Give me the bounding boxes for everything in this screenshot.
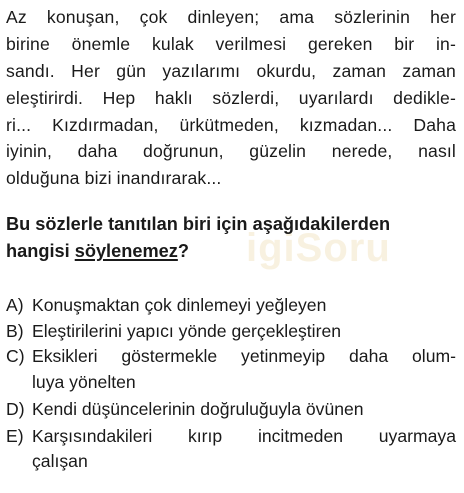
option-text <box>32 344 456 395</box>
option-c[interactable] <box>6 344 456 395</box>
option-text <box>32 319 456 345</box>
option-text-line: Eksikleri göstermekle yetinmeyip daha olum- <box>32 346 456 366</box>
option-text-line: luya yönelten <box>32 371 136 392</box>
option-text-line: Konuşmaktan çok dinlemeyi yeğleyen <box>32 295 327 315</box>
option-d[interactable] <box>6 397 456 423</box>
option-letter: C) <box>6 346 25 366</box>
question-line: Bu sözlerle tanıtılan biri için aşağıdakilerden <box>6 214 391 234</box>
reading-passage <box>6 4 456 192</box>
option-letter: E) <box>6 425 24 446</box>
answer-options <box>6 293 456 475</box>
question-suffix: ? <box>177 241 189 261</box>
passage-line: Az konuşan, çok dinleyen; ama sözlerinin her <box>6 7 456 27</box>
option-letter: A) <box>6 295 24 315</box>
passage-line: sandı. Her gün yazılarımı okurdu, zaman zaman <box>6 60 456 81</box>
option-text <box>32 293 456 319</box>
option-b[interactable] <box>6 319 456 345</box>
option-text <box>32 397 456 423</box>
passage-line: iyinin, daha doğrunun, güzelin nerede, nasıl <box>6 141 456 162</box>
option-a[interactable] <box>6 293 456 319</box>
passage-line: ri... Kızdırmadan, ürkütmeden, kızmadan... Daha <box>6 114 456 135</box>
option-text-line: Kendi düşüncelerinin doğruluğuyla övünen <box>32 399 364 419</box>
option-letter: D) <box>6 399 25 419</box>
passage-line: olduğuna bizi inandırarak... <box>6 168 222 189</box>
question-stem <box>6 211 458 265</box>
passage-line: birine önemle kulak verilmesi gereken bir in- <box>6 33 456 54</box>
question-line <box>6 238 458 265</box>
option-letter: B) <box>6 320 24 341</box>
option-text-line: Eleştirilerini yapıcı yönde gerçekleştiren <box>32 320 342 341</box>
passage-line: eleştirirdi. Hep haklı sözlerdi, uyarılardı dedikle- <box>6 87 456 108</box>
question-prefix: hangisi <box>6 241 75 261</box>
option-e[interactable] <box>6 424 456 475</box>
watermark-logo: igiSoru <box>246 226 391 270</box>
option-text-line: çalışan <box>32 451 88 471</box>
option-text <box>32 424 456 475</box>
option-text-line: Karşısındakileri kırıp incitmeden uyarmaya <box>32 425 456 446</box>
question-emphasis: söylenemez <box>74 241 178 261</box>
